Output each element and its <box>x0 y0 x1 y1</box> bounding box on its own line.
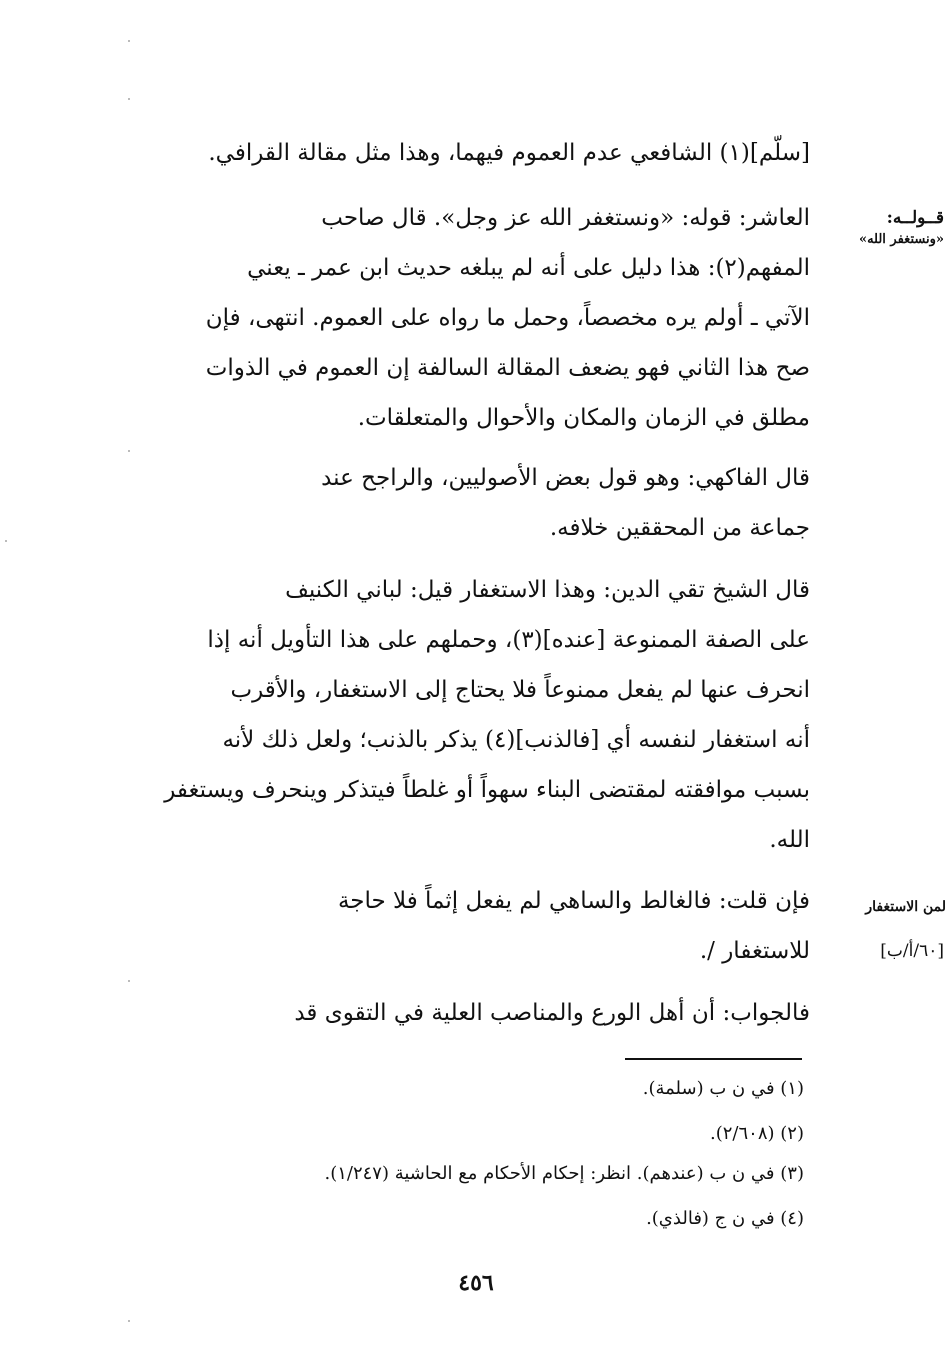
footnote-3: (٣) في ن ب (عندهم). انظر: إحكام الأحكام مع الحاشية (١/٢٤٧). <box>324 1163 804 1184</box>
text-line: الآتي ـ أولم يره مخصصاً، وحمل ما رواه على العموم. انتهى، فإن <box>205 305 810 331</box>
text-line: المفهم(٢): هذا دليل على أنه لم يبلغه حديث ابن عمر ـ يعني <box>247 255 810 281</box>
text-line: صح هذا الثاني فهو يضعف المقالة السالفة إن العموم في الذوات <box>205 355 810 381</box>
paragraph-p6 <box>138 988 810 1038</box>
paragraph-p5 <box>138 876 810 976</box>
text-line: للاستغفار /. <box>699 938 810 964</box>
margin-note-quote-label <box>859 207 944 251</box>
scan-speck <box>128 450 130 452</box>
text-line: قال الفاكهي: وهو قول بعض الأصوليين، والراجح عند <box>321 465 810 491</box>
paragraph-p3 <box>138 453 810 553</box>
footnote-2: (٢) (٢/٦٠٨). <box>710 1123 804 1144</box>
text-line: [سلّم](١) الشافعي عدم العموم فيهما، وهذا مثل مقالة القرافي. <box>208 140 810 166</box>
margin-note-line: قــولــه: <box>886 208 944 228</box>
footnote-1: (١) في ن ب (سلمة). <box>642 1078 804 1099</box>
page-number: ٤٥٦ <box>458 1270 494 1296</box>
footnote-separator <box>625 1058 802 1060</box>
margin-note-istighfar: لمن الاستغفار <box>865 899 946 915</box>
paragraph-p2 <box>138 193 810 443</box>
paragraph-p1 <box>138 128 810 178</box>
scan-speck <box>128 98 130 100</box>
footnote-4: (٤) في ن ج (فالذي). <box>646 1208 804 1229</box>
text-line: الله. <box>769 827 810 853</box>
text-line: جماعة من المحققين خلافه. <box>549 515 810 541</box>
text-line: على الصفة الممنوعة [عنده](٣)، وحملهم على هذا التأويل أنه إذا <box>207 627 810 653</box>
paragraph-p4 <box>138 565 810 865</box>
text-line: فإن قلت: فالغالط والساهي لم يفعل إثماً فلا حاجة <box>337 888 810 914</box>
text-line: مطلق في الزمان والمكان والأحوال والمتعلقات. <box>357 405 810 431</box>
scan-speck <box>128 40 130 42</box>
text-line: بسبب موافقته لمقتضى البناء سهواً أو غلطاً فيتذكر وينحرف ويستغفر <box>164 777 810 803</box>
text-line: العاشر: قوله: «ونستغفر الله عز وجل». قال صاحب <box>321 205 810 231</box>
margin-note-line: «ونستغفر الله» <box>858 232 944 247</box>
text-line: أنه استغفار لنفسه أي [فالذنب](٤) يذكر بالذنب؛ ولعل ذلك لأنه <box>222 727 810 753</box>
text-line: قال الشيخ تقي الدين: وهذا الاستغفار قيل: لباني الكنيف <box>285 577 810 603</box>
text-line: انحرف عنها لم يفعل ممنوعاً فلا يحتاج إلى الاستغفار، والأقرب <box>230 677 810 703</box>
folio-marker: [٦٠/أ/ب] <box>880 941 944 961</box>
text-line: فالجواب: أن أهل الورع والمناصب العلية في التقوى قد <box>294 1000 810 1026</box>
scan-speck <box>128 980 130 982</box>
scan-speck <box>128 1320 130 1322</box>
scan-speck <box>5 540 7 542</box>
